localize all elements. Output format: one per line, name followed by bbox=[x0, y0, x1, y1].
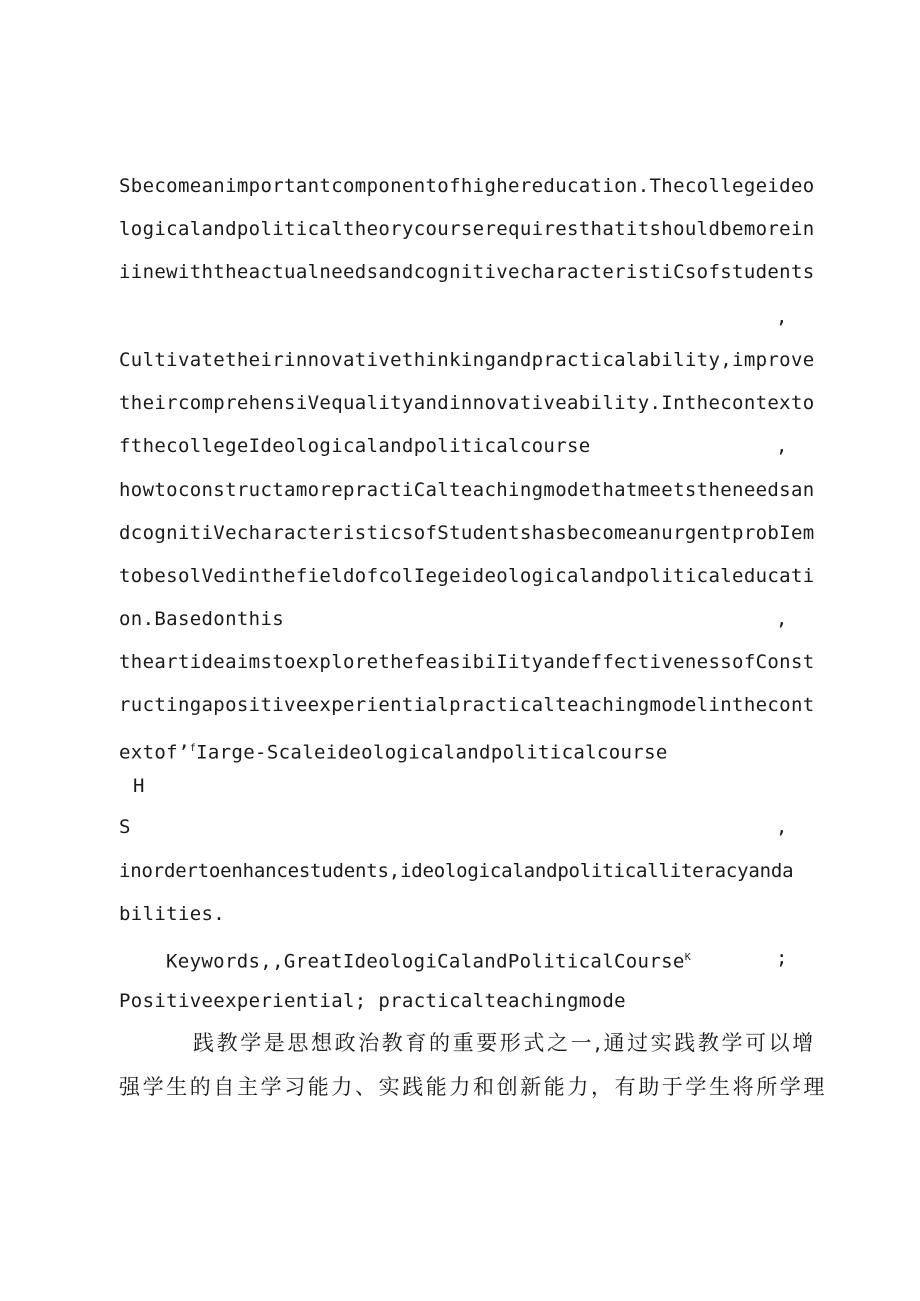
text-line-10: on.Basedonthis bbox=[119, 608, 285, 630]
chinese-line-1: 践教学是思想政治教育的重要形式之一,通过实践教学可以增 bbox=[193, 1031, 816, 1055]
text-line-3: iinewiththeactualneedsandcognitivecharacteristiCsofstudents bbox=[119, 261, 815, 283]
text-line-9: tobesolVedinthefieldofcolIegeideologicalandpoliticaleducati bbox=[119, 565, 815, 587]
keywords-text: Keywords,,GreatIdeologiCalandPoliticalCourse bbox=[166, 950, 685, 973]
comma-mark: , bbox=[776, 608, 788, 630]
text-line-12: ructingapositiveexperientialpracticalteachingmodelinthecont bbox=[119, 694, 815, 716]
text-line-5: theircomprehensiVequalityandinnovativeability.Inthecontexto bbox=[119, 392, 815, 414]
text-line-8: dcognitiVecharacteristicsofStudentshasbecomeanurgentprobIem bbox=[119, 522, 815, 544]
text-line-6: fthecollegeIdeologicalandpoliticalcourse bbox=[119, 435, 591, 457]
text-line-13 bbox=[119, 737, 668, 764]
text-line-s: S bbox=[119, 816, 131, 838]
text-line-2: logicalandpoliticaltheorycourserequiresthatitshouldbemorein bbox=[119, 218, 815, 240]
text-line-17: inordertoenhancestudents,ideologicalandpoliticalliteracyanda bbox=[119, 860, 794, 882]
text-line-1: Sbecomeanimportantcomponentofhighereducation.Thecollegeideo bbox=[119, 175, 815, 197]
keywords-line bbox=[166, 946, 691, 973]
chinese-line-2: 强学生的自主学习能力、实践能力和创新能力，有助于学生将所学理 bbox=[119, 1075, 827, 1099]
text-line-18: bilities. bbox=[119, 903, 226, 925]
text-line-7: howtoconstructamorepractiCalteachingmodethatmeetstheneedsan bbox=[119, 479, 815, 501]
superscript-mark: K bbox=[684, 952, 692, 963]
text-fragment: Iarge-Scaleideologicalandpoliticalcourse bbox=[196, 741, 668, 764]
text-line-h: H bbox=[133, 775, 145, 797]
comma-mark: , bbox=[776, 306, 788, 328]
text-fragment: extof’ bbox=[119, 741, 190, 764]
text-line-4: Cultivatetheirinnovativethinkingandpracticalability,improve bbox=[119, 349, 815, 371]
comma-mark: , bbox=[776, 816, 788, 838]
keywords-line-2: Positiveexperiential; practicalteachingmode bbox=[119, 990, 626, 1012]
text-line-11: theartideaimstoexplorethefeasibiIityandeffectivenessofConst bbox=[119, 651, 815, 673]
semicolon-mark: ; bbox=[776, 947, 788, 969]
superscript-mark: f bbox=[189, 743, 197, 754]
comma-mark: , bbox=[776, 435, 788, 457]
